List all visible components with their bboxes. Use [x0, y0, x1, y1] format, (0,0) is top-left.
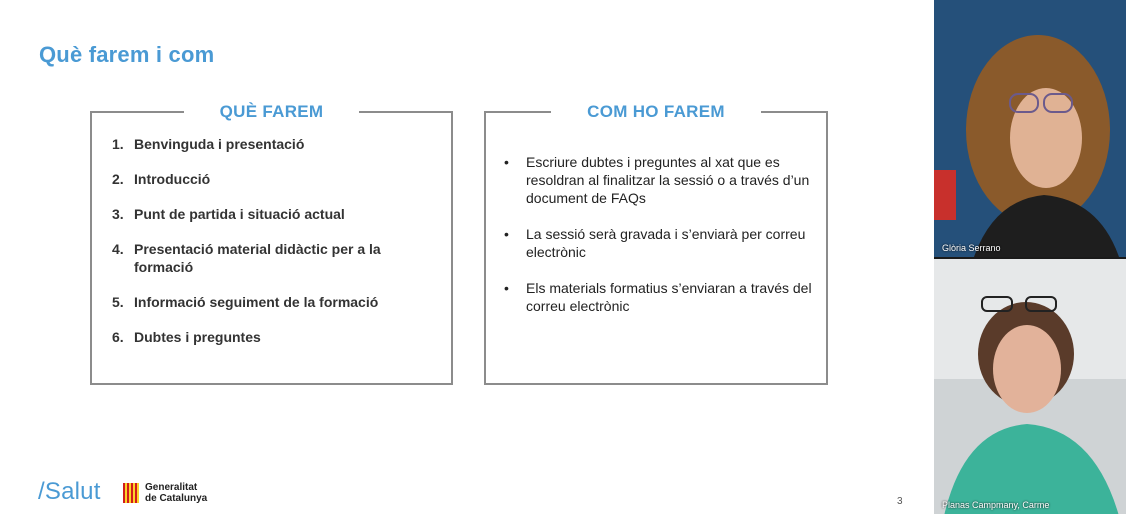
list-item: 2. Introducció	[112, 171, 211, 187]
participant-name: Planas Campmany, Carme	[942, 500, 1050, 510]
participant-name: Glòria Serrano	[942, 243, 1001, 253]
participant-video-tile[interactable]	[934, 257, 1126, 514]
bullet-icon: •	[504, 154, 509, 170]
participant-video-tile[interactable]	[934, 0, 1126, 257]
list-item: 5. Informació seguiment de la formació	[112, 294, 379, 310]
salut-logo: /Salut	[38, 478, 101, 505]
list-item: • Escriure dubtes i preguntes al xat que es resoldran al finalitzar la sessió o a través d’un document de FAQs	[504, 154, 810, 206]
list-item: 3. Punt de partida i situació actual	[112, 206, 345, 222]
method-list	[502, 153, 812, 333]
com-ho-farem-header: COM HO FAREM	[551, 102, 761, 121]
bullet-icon: •	[504, 226, 509, 242]
bullet-icon: •	[504, 280, 509, 296]
list-item: • La sessió serà gravada i s’enviarà per correu electrònic	[504, 226, 806, 260]
list-item: 1. Benvinguda i presentació	[112, 136, 305, 152]
gencat-logo: Generalitat de Catalunya	[123, 482, 207, 504]
agenda-list	[112, 135, 437, 363]
que-farem-header: QUÈ FAREM	[184, 102, 360, 121]
page-number: 3	[897, 496, 903, 507]
list-item: • Els materials formatius s’enviaran a través del correu electrònic	[504, 280, 812, 314]
participant-video-icon	[934, 259, 1126, 514]
gencat-flag-icon	[123, 483, 139, 503]
que-farem-box	[90, 102, 453, 385]
list-item: 4. Presentació material didàctic per a la formació	[112, 241, 381, 275]
slide-title: Què farem i com	[39, 42, 215, 67]
list-item: 6. Dubtes i preguntes	[112, 329, 261, 345]
participant-video-icon	[934, 0, 1126, 257]
com-ho-farem-box	[484, 102, 828, 385]
